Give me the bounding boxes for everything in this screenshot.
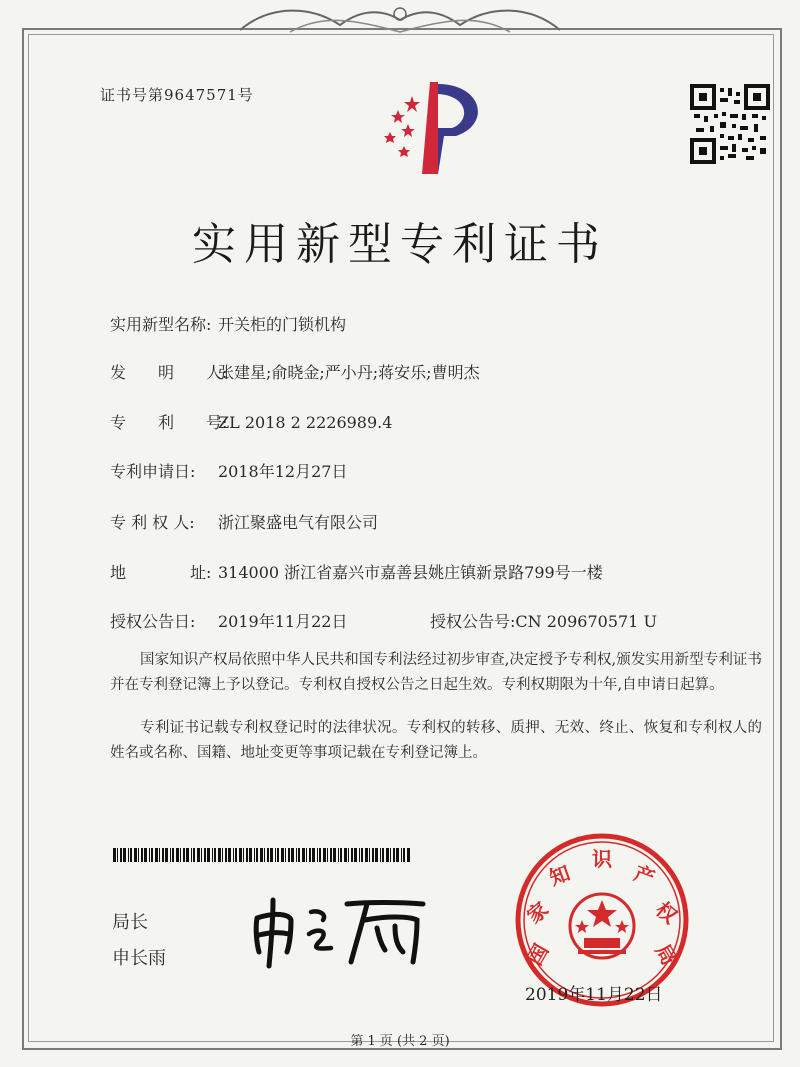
svg-text:识: 识 [592,847,612,871]
pub-value: CN 209670571 U [515,612,657,631]
inventor-value: 张建星;俞晓金;严小丹;蒋安乐;曹明杰 [218,363,480,382]
patent-label: 专 利 号: [110,413,228,432]
inventor-label: 发 明 人: [110,363,228,382]
patent-number-row [110,410,392,433]
inventor-row [110,360,480,383]
filing-label: 专利申请日: [110,462,196,481]
utility-model-name-row [110,312,346,335]
filing-date-row [110,459,347,482]
cnipa-logo-icon [372,74,502,184]
page-title: 实用新型专利证书 [192,219,608,270]
address-row [110,560,603,583]
svg-text:知: 知 [546,860,574,891]
barcode-icon [113,848,413,862]
address-value: 314000 浙江省嘉兴市嘉善县姚庄镇新景路799号一楼 [218,563,603,582]
director-signature-icon [245,890,435,970]
svg-text:局: 局 [650,939,682,970]
svg-text:产: 产 [630,860,658,891]
owner-row [110,510,378,533]
address-label: 地 址: [110,563,212,582]
paragraph-legal: 专利证书记载专利权登记时的法律状况。专利权的转移、质押、无效、终止、恢复和专利权人的姓名或名称、国籍、地址变更等事项记载在专利登记簿上。 [110,720,762,761]
owner-label: 专 利 权 人: [110,513,195,532]
owner-value: 浙江聚盛电气有限公司 [218,513,379,532]
pub-label: 授权公告号: [430,612,516,631]
name-label: 实用新型名称: [110,315,212,334]
svg-text:家: 家 [522,897,553,929]
director-title: 局长 [112,912,148,933]
page-number: 第 1 页 (共 2 页) [350,1034,450,1049]
patent-value: ZL 2018 2 2226989.4 [218,413,393,432]
svg-text:国: 国 [522,939,554,970]
top-ornament-icon [230,0,570,40]
seal-date: 2019年11月22日 [525,985,663,1005]
paragraph-grant: 国家知识产权局依照中华人民共和国专利法经过初步审查,决定授予专利权,颁发实用新型专利证书并在专利登记簿上予以登记。专利权自授权公告之日起生效。专利权期限为十年,自申请日起算。 [110,652,762,693]
svg-text:权: 权 [651,897,682,929]
filing-value: 2018年12月27日 [218,462,348,481]
name-value: 开关柜的门锁机构 [218,315,347,334]
certificate-number: 证书号第9647571号 [100,86,254,104]
grant-value: 2019年11月22日 [218,612,348,631]
grant-date-row [110,609,347,632]
publication-number-row [430,609,657,632]
qr-code-icon [690,84,770,164]
director-name: 申长雨 [112,948,166,969]
grant-label: 授权公告日: [110,612,196,631]
